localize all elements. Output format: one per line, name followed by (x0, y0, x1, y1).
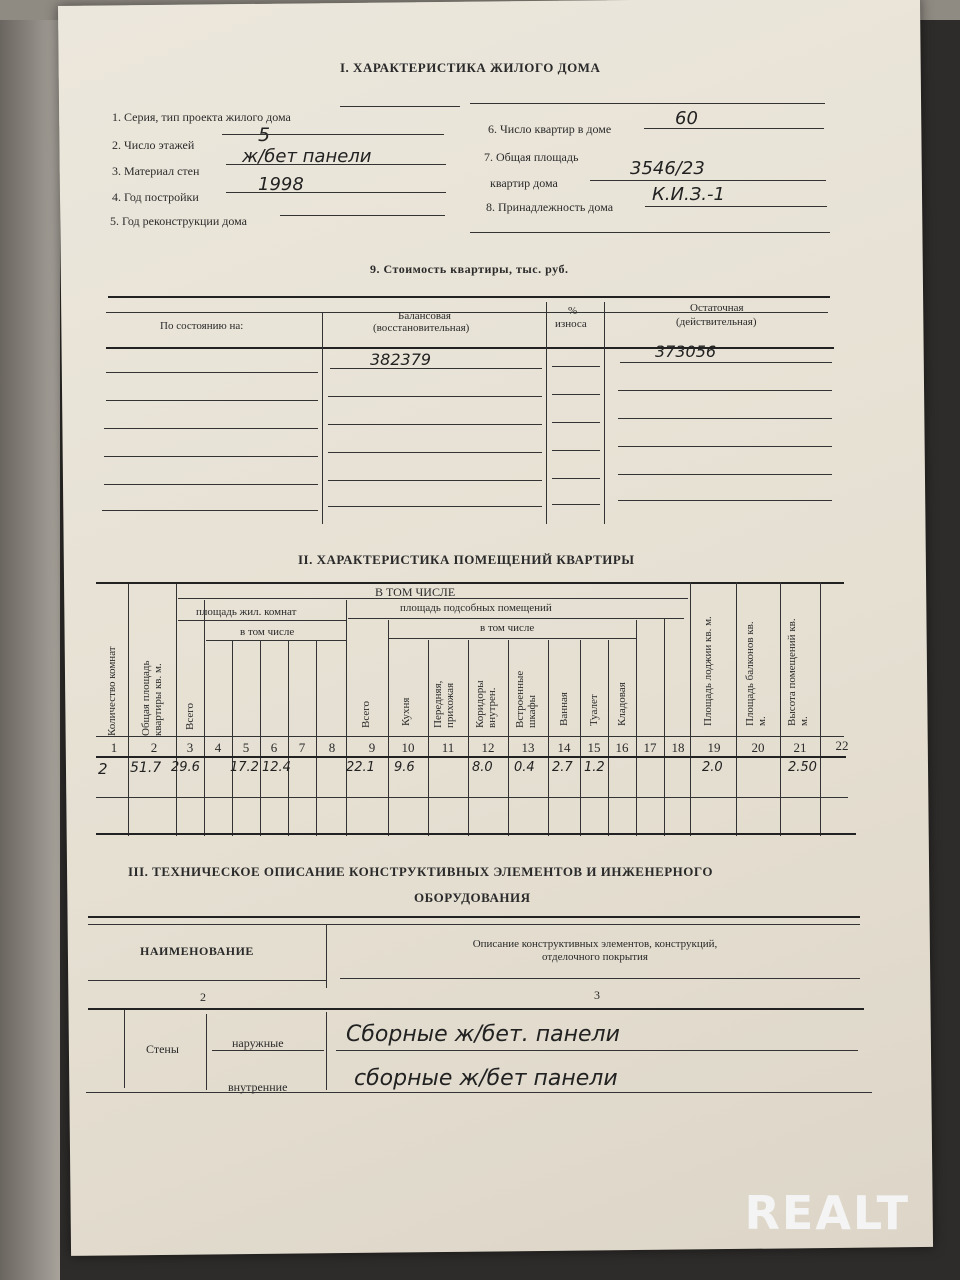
section3-title-2: ОБОРУДОВАНИЯ (414, 890, 531, 905)
col-number: 5 (242, 740, 250, 755)
field-floors-line (222, 134, 444, 135)
cost-row-line (552, 394, 600, 395)
cell-value: 2.50 (788, 760, 817, 775)
tech-row-divider (326, 1012, 327, 1090)
section1-title: I. ХАРАКТЕРИСТИКА ЖИЛОГО ДОМА (340, 60, 601, 75)
cost-balance-value: 382379 (370, 350, 432, 369)
cost-row-line (328, 480, 542, 481)
field-year-value: 1998 (258, 174, 304, 195)
cell-value: 51.7 (130, 760, 162, 776)
tech-numbers-bottom (88, 1008, 864, 1010)
cost-col-residual-sub: (действительная) (676, 316, 757, 328)
outer-walls-label: наружные (232, 1036, 284, 1050)
tech-col-num-3: 3 (594, 988, 600, 1002)
cost-row-line (552, 450, 600, 451)
cost-row-line (328, 396, 542, 397)
cost-divider-1 (322, 312, 323, 524)
inner-walls-value: сборные ж/бет панели (354, 1066, 618, 1091)
col-header-kitchen: Кухня (400, 697, 412, 726)
tech-row-divider (206, 1014, 207, 1090)
watermark-logo: REALT (744, 1186, 910, 1240)
rooms-col-line (316, 640, 317, 836)
rooms-group-total: В ТОМ ЧИСЛЕ (375, 585, 456, 599)
cost-col-residual: Остаточная (690, 302, 744, 314)
col-number: 7 (298, 740, 306, 755)
cost-col-wear: износа (555, 318, 587, 330)
col-number: 3 (186, 740, 194, 755)
cost-row-line (618, 390, 832, 391)
col-header-storage: Кладовая (616, 682, 628, 726)
cost-row-line (106, 372, 318, 373)
rooms-col-line (346, 600, 347, 836)
col-number: 11 (441, 740, 455, 755)
field-floors-value: 5 (258, 124, 271, 146)
rooms-col-line (288, 640, 289, 836)
cost-row-line (552, 504, 600, 505)
field-area-label: квартир дома (490, 176, 558, 190)
field-reconstruction-line (280, 215, 445, 216)
col-number: 12 (481, 740, 495, 755)
cell-value: 2 (98, 760, 108, 778)
cost-row-line (328, 506, 542, 507)
col-header-height: Высота помещений кв. м. (786, 618, 810, 726)
field-material-value: ж/бет панели (242, 146, 372, 167)
rooms-col-line (204, 600, 205, 836)
cost-row-line (552, 478, 600, 479)
cost-row-line (618, 500, 832, 501)
cost-row-line (104, 484, 318, 485)
rooms-table-top (96, 582, 844, 584)
tech-row-bottom (86, 1092, 872, 1093)
col-header-balcony: Площадь балконов кв. м. (744, 621, 768, 726)
section3-title-1: III. ТЕХНИЧЕСКОЕ ОПИСАНИЕ КОНСТРУКТИВНЫХ ЭЛЕМЕНТОВ И ИНЖЕНЕРНОГО (128, 864, 713, 879)
tech-row-divider (124, 1010, 125, 1088)
tech-col-desc: Описание конструктивных элементов, конструкций, отделочного покрытия (472, 938, 718, 963)
rooms-col-line (128, 584, 129, 836)
field-series-line (340, 106, 460, 107)
walls-label: Стены (146, 1042, 179, 1056)
section1-bottom-line (470, 232, 830, 233)
field-year-label: 4. Год постройки (112, 190, 199, 204)
cell-value: 22.1 (346, 760, 375, 775)
tech-col-name: НАИМЕНОВАНИЕ (140, 944, 254, 958)
field-apartments-value: 60 (675, 108, 698, 129)
col-number: 8 (328, 740, 336, 755)
cost-row-line (618, 474, 832, 475)
rooms-col-line (260, 640, 261, 836)
col-number: 9 (368, 740, 376, 755)
rooms-col-line (232, 640, 233, 836)
cost-col-date: По состоянию на: (160, 320, 244, 332)
rooms-col-line (388, 620, 389, 836)
cost-row-line (552, 422, 600, 423)
field-material-label: 3. Материал стен (112, 164, 200, 178)
col-header-loggia: Площадь лоджии кв. м. (702, 616, 714, 726)
col-number: 14 (557, 740, 571, 755)
col-number: 17 (643, 740, 657, 755)
rooms-aux-sub: в том числе (480, 622, 535, 634)
inner-walls-label: внутренние (228, 1080, 288, 1094)
rooms-col-line (636, 620, 637, 836)
cell-value: 1.2 (584, 760, 605, 775)
cell-value: 2.7 (552, 760, 573, 775)
field-year-line (226, 192, 446, 193)
cost-row-line (330, 368, 542, 369)
cost-col-percent: % (568, 305, 578, 317)
cell-value: 29.6 (171, 760, 200, 775)
col-header-total-area: Общая площадь квартиры кв. м. (140, 660, 164, 736)
rooms-aux-sub-line (388, 638, 636, 639)
rooms-col-line (428, 640, 429, 836)
rooms-col-line (176, 584, 177, 836)
rooms-col-line (508, 640, 509, 836)
col-header-closets: Встроенные шкафы (514, 670, 538, 728)
field-area-value: 3546/23 (630, 158, 705, 179)
cost-row-line (618, 418, 832, 419)
col-number: 19 (707, 740, 721, 755)
rooms-numbers-bottom (96, 756, 846, 758)
rooms-col-line (468, 640, 469, 836)
rooms-col-line (580, 640, 581, 836)
cost-row-line (104, 456, 318, 457)
cost-row-line (552, 366, 600, 367)
field-owner-line (645, 206, 827, 207)
col-number: 13 (521, 740, 535, 755)
cost-col-balance-sub: (восстановительная) (373, 322, 470, 334)
cost-title: 9. Стоимость квартиры, тыс. руб. (370, 262, 569, 276)
tech-header-line (340, 978, 860, 979)
col-number: 15 (587, 740, 601, 755)
cost-divider-2 (546, 302, 547, 524)
col-number: 18 (671, 740, 685, 755)
field-material-line (226, 164, 446, 165)
cost-residual-value: 373056 (655, 342, 717, 361)
rooms-group-aux: площадь подсобных помещений (400, 602, 552, 614)
field-series-line-2 (470, 103, 825, 104)
cost-row-line (104, 428, 318, 429)
field-apartments-line (644, 128, 824, 129)
outer-walls-desc-line (336, 1050, 858, 1051)
col-number: 4 (214, 740, 222, 755)
rooms-group-line (178, 598, 688, 599)
rooms-table-bottom (96, 833, 856, 835)
col-number: 20 (751, 740, 765, 755)
tech-table-top-2 (88, 924, 860, 925)
col-number: 16 (615, 740, 629, 755)
rooms-numbers-top (96, 736, 844, 737)
rooms-aux-line (348, 618, 684, 619)
cell-value: 2.0 (702, 760, 723, 775)
cell-value: 8.0 (472, 760, 493, 775)
rooms-living-sub-line (206, 640, 346, 641)
col-number: 21 (793, 740, 807, 755)
field-area-line (590, 180, 826, 181)
field-series-label: 1. Серия, тип проекта жилого дома (112, 110, 291, 124)
field-apartments-label: 6. Число квартир в доме (488, 122, 612, 136)
cost-top-border (108, 296, 830, 298)
field-owner-value: К.И.З.-1 (652, 184, 725, 205)
outer-walls-line (212, 1050, 324, 1051)
col-header-living-total: Всего (184, 703, 196, 730)
tech-header-line (88, 980, 326, 981)
col-header-aux-total: Всего (360, 701, 372, 728)
rooms-col-line (664, 618, 665, 836)
rooms-col-line (608, 640, 609, 836)
tech-col-num-2: 2 (200, 990, 206, 1004)
cell-value: 12.4 (262, 760, 291, 775)
cell-value: 0.4 (514, 760, 535, 775)
field-floors-label: 2. Число этажей (112, 138, 195, 152)
rooms-col-line (548, 640, 549, 836)
col-header-bath: Ванная (558, 692, 570, 726)
tech-table-top (88, 916, 860, 918)
cost-divider-3 (604, 302, 605, 524)
cost-row-line (328, 452, 542, 453)
cost-row-line (102, 510, 318, 511)
col-header-hall: Передняя, прихожая (432, 680, 456, 728)
outer-walls-value: Сборные ж/бет. панели (346, 1022, 620, 1047)
rooms-row-line (96, 797, 848, 798)
field-total-area-label: 7. Общая площадь (484, 150, 579, 164)
rooms-living-sub: в том числе (240, 626, 295, 638)
field-reconstruction-label: 5. Год реконструкции дома (110, 214, 247, 228)
col-header-rooms: Количество комнат (106, 646, 118, 736)
cost-row-line (106, 400, 318, 401)
cost-row-line (618, 446, 832, 447)
field-owner-label: 8. Принадлежность дома (486, 200, 614, 214)
rooms-group-living: площадь жил. комнат (196, 606, 297, 618)
col-header-toilet: Туалет (588, 694, 600, 726)
col-number: 6 (270, 740, 278, 755)
cost-row-line (620, 362, 832, 363)
tech-col-divider (326, 924, 327, 988)
cell-value: 9.6 (394, 760, 415, 775)
cost-col-balance: Балансовая (398, 310, 451, 322)
cost-row-line (328, 424, 542, 425)
col-number: 1 (110, 740, 118, 755)
cost-header-bottom (106, 347, 834, 349)
col-header-corridors: Коридоры внутрен. (474, 680, 498, 728)
section2-title: II. ХАРАКТЕРИСТИКА ПОМЕЩЕНИЙ КВАРТИРЫ (298, 552, 635, 567)
col-number: 2 (150, 740, 158, 755)
col-number: 22 (835, 738, 849, 753)
cell-value: 17.2 (230, 760, 259, 775)
col-number: 10 (401, 740, 415, 755)
